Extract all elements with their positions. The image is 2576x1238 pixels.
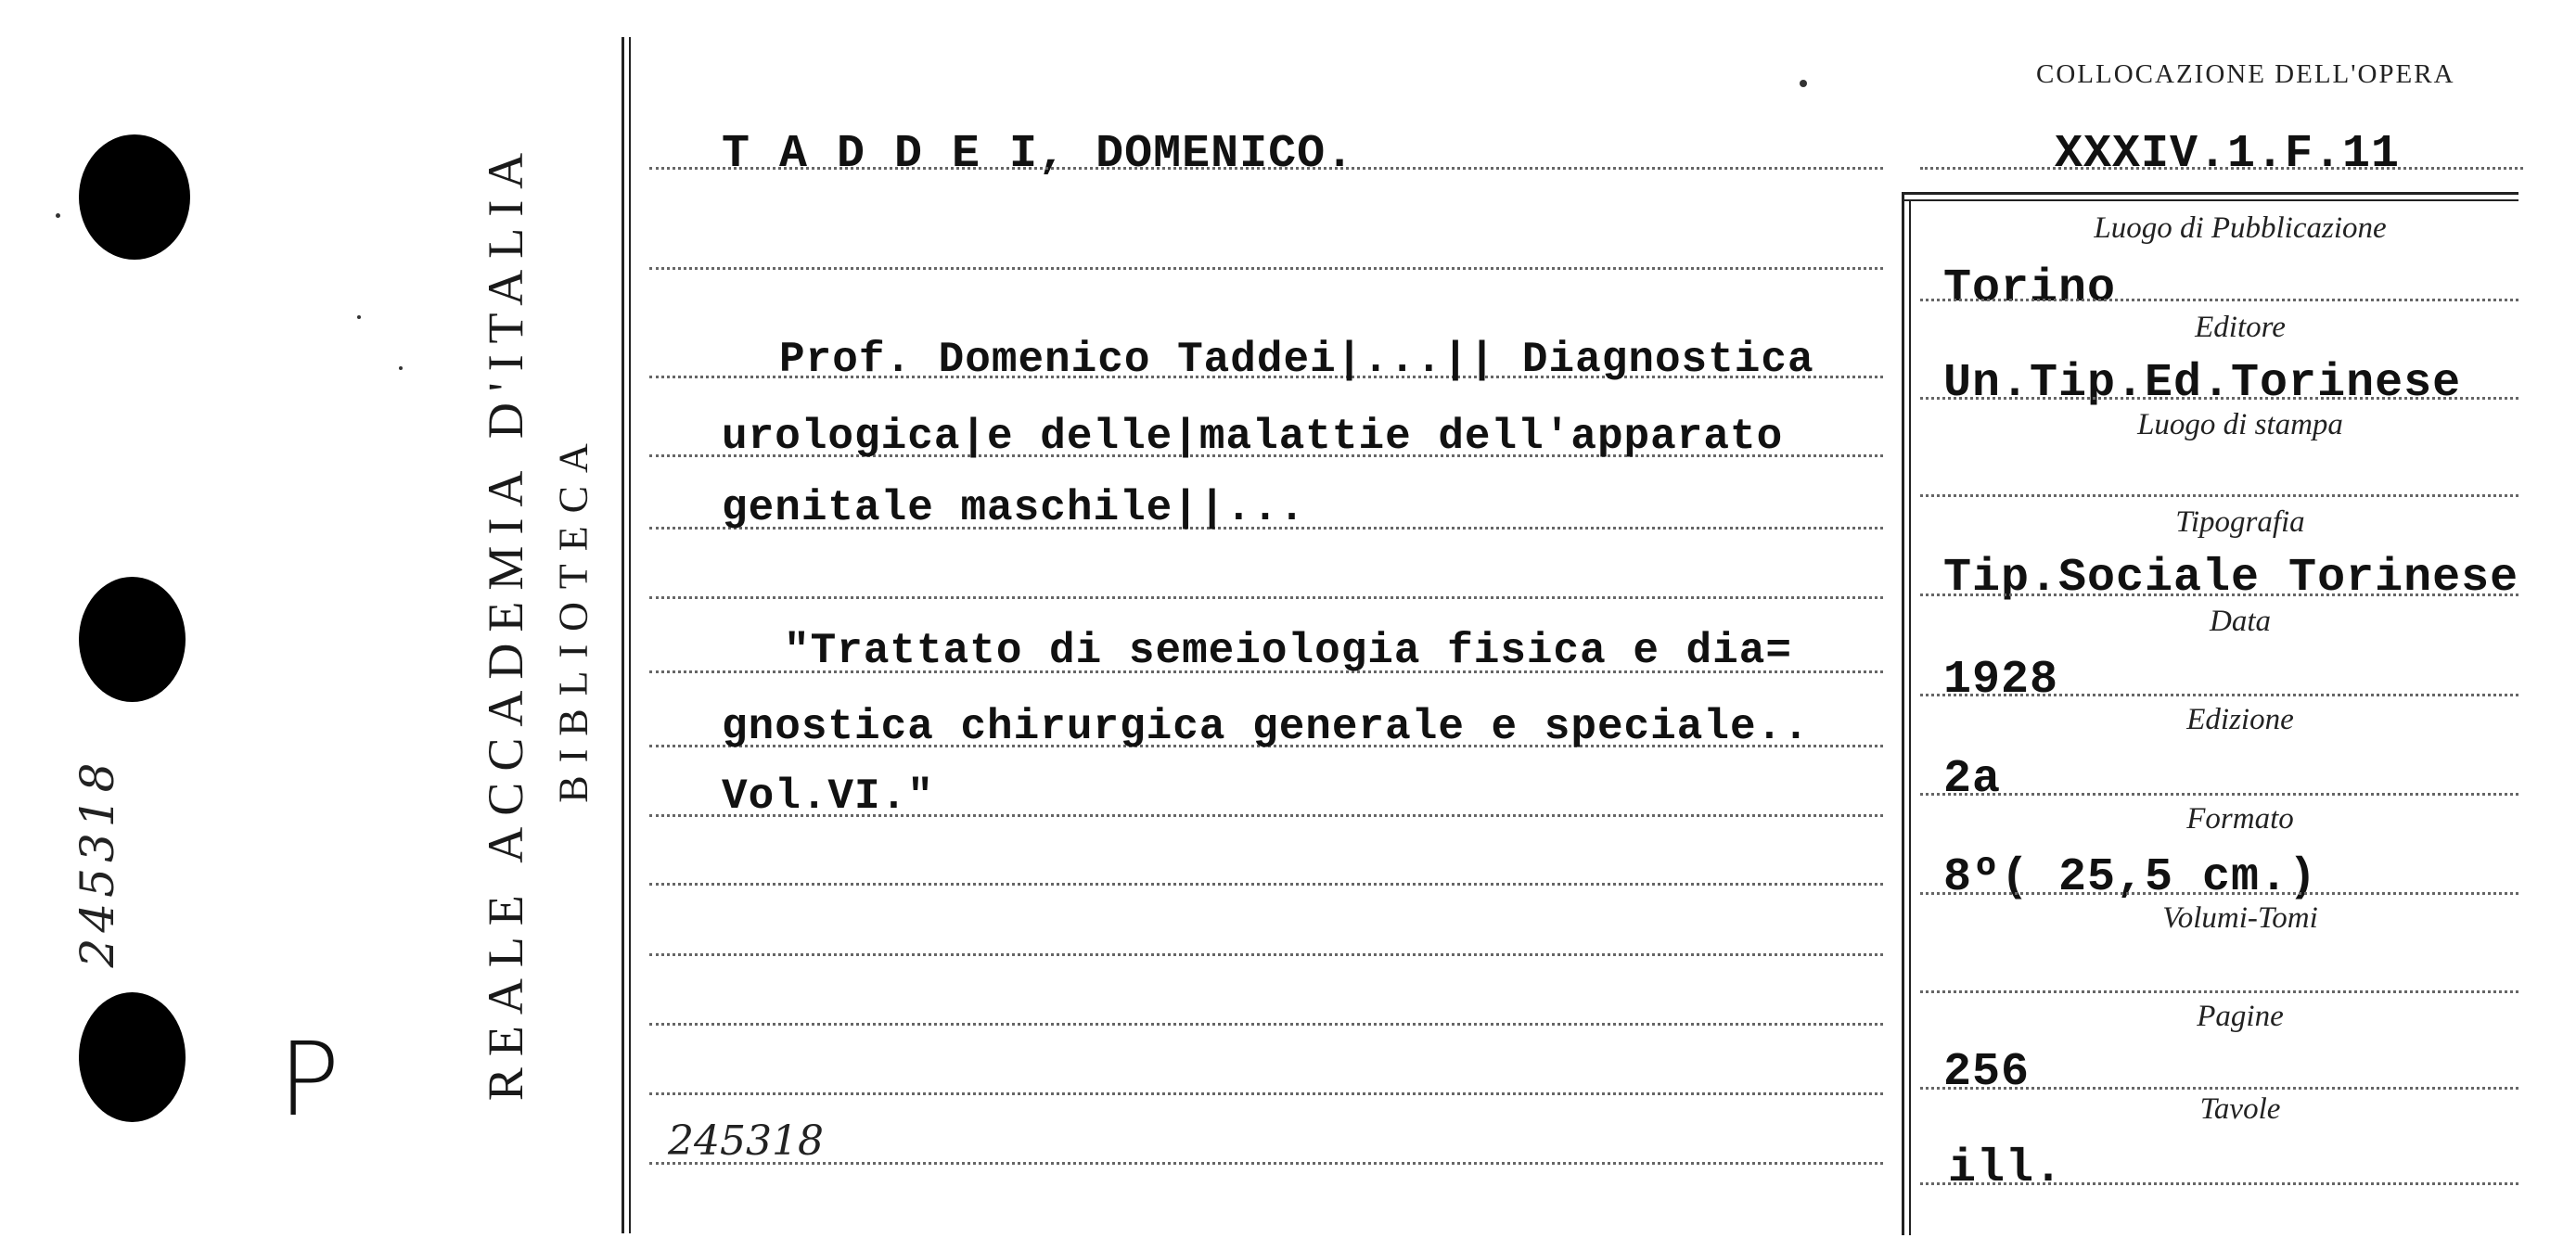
label-data: Data (2210, 605, 2271, 638)
label-volumi-tomi: Volumi-Tomi (2162, 901, 2318, 935)
ruled-line-10 (649, 883, 1883, 886)
field-line-tavole (1920, 1182, 2518, 1185)
ruled-line-12 (649, 1023, 1883, 1026)
value-tavole: ill. (1948, 1142, 2064, 1195)
label-luogo-stampa: Luogo di stampa (2137, 408, 2343, 441)
value-edizione: 2a (1943, 753, 2002, 806)
fields-box-left-inner (1909, 199, 1911, 1235)
label-pagine: Pagine (2197, 1000, 2284, 1033)
punch-hole-top (79, 134, 190, 260)
fields-box-top-inner (1902, 199, 2518, 201)
body-line: gnostica chirurgica generale e speciale.. (722, 703, 1810, 751)
institution-name: REALE ACCADEMIA D'ITALIA (478, 141, 533, 1102)
field-line-formato (1920, 892, 2518, 895)
library-label: BIBLIOTECA (550, 430, 596, 803)
value-formato: 8º( 25,5 cm.) (1943, 851, 2318, 904)
value-luogo-pubblicazione: Torino (1943, 262, 2117, 315)
ruled-line-6 (649, 596, 1883, 599)
handwritten-letter: P (278, 1020, 340, 1139)
value-tipografia: Tip.Sociale Torinese (1943, 552, 2519, 605)
ruled-line-1 (649, 167, 1883, 170)
field-line-volumi-tomi (1920, 990, 2518, 993)
ruled-line-13 (649, 1092, 1883, 1095)
punch-hole-bottom (79, 992, 186, 1122)
field-line-luogo-pubblicazione (1920, 299, 2518, 301)
fields-box-left (1902, 192, 1904, 1235)
handwritten-side-number: 245318 (70, 757, 124, 968)
card-left-border (622, 37, 624, 1233)
ruled-line-14 (649, 1162, 1883, 1165)
field-line-data (1920, 694, 2518, 696)
label-editore: Editore (2195, 311, 2286, 344)
author-heading: T A D D E I, DOMENICO. (722, 128, 1355, 181)
shelfmark: XXXIV.1.F.11 (2055, 128, 2401, 181)
value-pagine: 256 (1943, 1046, 2031, 1099)
shelfmark-line (1920, 167, 2523, 170)
body-line: genitale maschile||... (722, 484, 1306, 532)
field-line-edizione (1920, 793, 2518, 796)
label-luogo-pubblicazione: Luogo di Pubblicazione (2094, 211, 2387, 245)
body-line: Prof. Domenico Taddei|...|| Diagnostica (779, 336, 1814, 384)
field-line-editore (1920, 397, 2518, 400)
field-line-pagine (1920, 1087, 2518, 1090)
body-line: Vol.VI." (722, 772, 934, 821)
punch-hole-middle (79, 577, 186, 702)
field-line-luogo-stampa (1920, 494, 2518, 497)
value-editore: Un.Tip.Ed.Torinese (1943, 357, 2462, 410)
body-line: urologica|e delle|malattie dell'apparato (722, 413, 1784, 461)
label-edizione: Edizione (2186, 703, 2294, 736)
label-tipografia: Tipografia (2175, 505, 2305, 539)
label-tavole: Tavole (2199, 1092, 2281, 1126)
speck (56, 213, 60, 218)
ruled-line-11 (649, 953, 1883, 956)
speck (1800, 80, 1807, 87)
value-data: 1928 (1943, 654, 2059, 707)
speck (399, 366, 403, 370)
fields-box-top (1902, 192, 2518, 195)
field-line-tipografia (1920, 593, 2518, 596)
label-formato: Formato (2186, 802, 2294, 836)
speck (357, 315, 361, 319)
handwritten-bottom-number: 245318 (668, 1117, 824, 1165)
body-line: "Trattato di semeiologia fisica e dia= (784, 627, 1792, 675)
card-left-border-inner (629, 37, 631, 1233)
location-header: COLLOCAZIONE DELL'OPERA (2036, 59, 2455, 89)
ruled-line-2 (649, 267, 1883, 270)
